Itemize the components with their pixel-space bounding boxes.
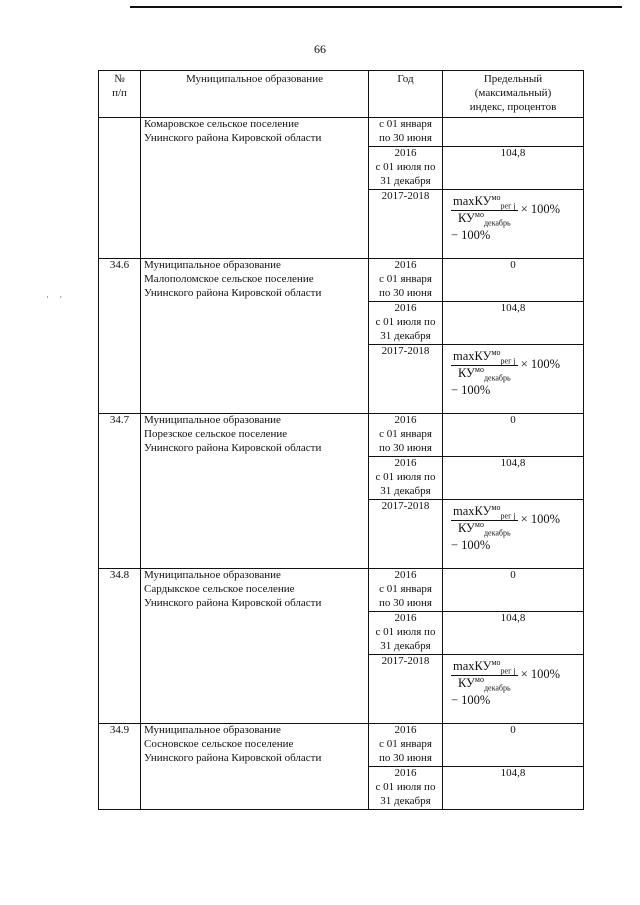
formula-numerator-sup: мо [491,347,501,357]
formula-numerator-main: maxКУ [453,194,492,208]
period-year: 2016 с 01 июля по 31 декабря [369,302,443,345]
formula-fraction [451,659,518,691]
formula-denominator-main: КУ [457,520,475,535]
table-row [99,724,584,767]
period-year: 2017-2018 [369,190,443,259]
index-value: 104,8 [443,457,584,500]
table-row [99,259,584,302]
period-year: с 01 января по 30 июня [369,118,443,147]
row-number [99,118,141,259]
period-year: 2017-2018 [369,345,443,414]
formula-denominator-sup: мо [474,519,484,529]
header-year: Год [369,71,443,118]
municipality-name: Муниципальное образование Порезское сельское поселение Унинского района Кировской области [141,414,369,569]
formula-fraction [451,504,518,536]
formula-times: × 100% [520,357,561,371]
index-formula [443,500,584,569]
index-value: 104,8 [443,147,584,190]
index-value: 0 [443,414,584,457]
page-number: 66 [314,42,326,56]
municipality-name: Муниципальное образование Малополомское сельское поселение Унинского района Кировской области [141,259,369,414]
formula-fraction [451,349,518,381]
formula-minus: − 100% [451,693,491,708]
period-year: 2016 с 01 января по 30 июня [369,259,443,302]
formula-numerator-main: maxКУ [453,504,492,518]
formula-times: × 100% [520,512,561,526]
formula-numerator-main: maxКУ [453,659,492,673]
period-year: 2016 с 01 января по 30 июня [369,569,443,612]
formula-denominator [451,211,518,227]
period-year: 2016 с 01 января по 30 июня [369,724,443,767]
row-number: 34.6 [99,259,141,414]
formula-numerator-sub: рег j [500,666,516,676]
period-year: 2016 с 01 июля по 31 декабря [369,147,443,190]
municipality-name: Комаровское сельское поселение Унинского района Кировской области [141,118,369,259]
index-value [443,118,584,147]
header-municipality: Муниципальное образование [141,71,369,118]
period-year: 2016 с 01 июля по 31 декабря [369,457,443,500]
index-value: 0 [443,259,584,302]
formula-denominator [451,366,518,382]
formula-denominator-main: КУ [457,365,475,380]
index-value: 104,8 [443,612,584,655]
formula-denominator [451,521,518,537]
tariff-index-table [98,70,584,810]
formula-numerator [451,659,518,676]
municipality-name: Муниципальное образование Сосновское сельское поселение Унинского района Кировской области [141,724,369,810]
formula-numerator-sup: мо [491,192,501,202]
row-number: 34.8 [99,569,141,724]
formula-times: × 100% [520,667,561,681]
formula-denominator [451,676,518,692]
formula-denominator-sub: декабрь [483,218,511,228]
formula-denominator-main: КУ [457,675,475,690]
formula-denominator-sub: декабрь [483,528,511,538]
formula-minus: − 100% [451,383,491,398]
formula-denominator-main: КУ [457,210,475,225]
formula-denominator-sub: декабрь [483,373,511,383]
index-formula [443,190,584,259]
table-row [99,118,584,147]
row-number: 34.9 [99,724,141,810]
index-formula [443,345,584,414]
formula-times: × 100% [520,202,561,216]
formula-numerator [451,504,518,521]
formula-numerator-sub: рег j [500,511,516,521]
formula-denominator-sub: декабрь [483,683,511,693]
formula-denominator-sup: мо [474,209,484,219]
formula-minus: − 100% [451,228,491,243]
table-header-row [99,71,584,118]
index-value: 104,8 [443,767,584,810]
formula-numerator-sup: мо [491,657,501,667]
formula-numerator [451,194,518,211]
formula-denominator-sup: мо [474,364,484,374]
index-formula [443,655,584,724]
index-value: 0 [443,569,584,612]
index-value: 104,8 [443,302,584,345]
period-year: 2016 с 01 января по 30 июня [369,414,443,457]
top-rule [130,6,622,8]
formula-numerator-sup: мо [491,502,501,512]
table-row [99,569,584,612]
index-value: 0 [443,724,584,767]
municipality-name: Муниципальное образование Сардыкское сельское поселение Унинского района Кировской области [141,569,369,724]
period-year: 2017-2018 [369,655,443,724]
formula-numerator-sub: рег j [500,356,516,366]
formula-denominator-sup: мо [474,674,484,684]
table-body [99,118,584,810]
row-number: 34.7 [99,414,141,569]
formula-numerator [451,349,518,366]
period-year: 2017-2018 [369,500,443,569]
formula-fraction [451,194,518,226]
formula-numerator-sub: рег j [500,201,516,211]
formula-minus: − 100% [451,538,491,553]
header-index: Предельный (максимальный) индекс, процентов [443,71,584,118]
period-year: 2016 с 01 июля по 31 декабря [369,612,443,655]
table-row [99,414,584,457]
period-year: 2016 с 01 июля по 31 декабря [369,767,443,810]
scan-specks: · · [46,292,67,302]
formula-numerator-main: maxКУ [453,349,492,363]
header-num: № п/п [99,71,141,118]
